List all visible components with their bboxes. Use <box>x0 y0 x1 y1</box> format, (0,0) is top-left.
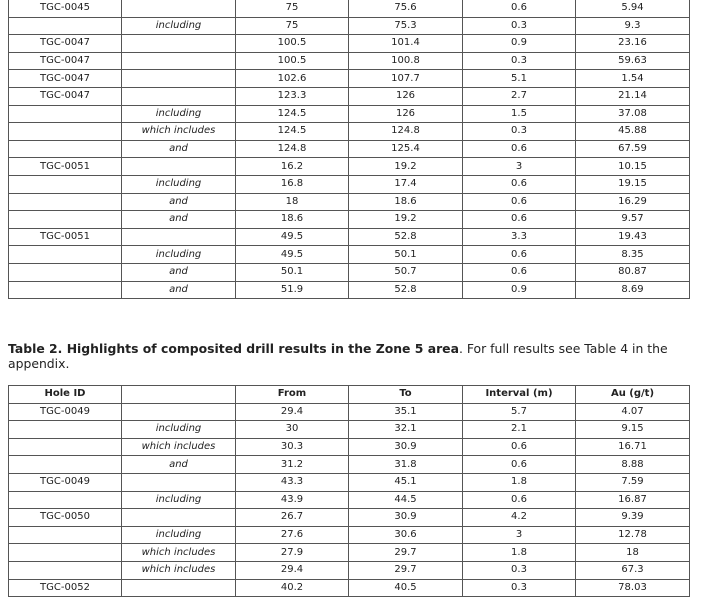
table-row <box>9 421 690 439</box>
hole-id-cell <box>9 526 122 544</box>
au-cell: 9.39 <box>576 509 690 527</box>
hole-id-cell: TGC-0047 <box>9 35 122 53</box>
table-row <box>9 52 690 70</box>
to-cell: 126 <box>349 105 463 123</box>
qualifier-cell <box>122 473 236 491</box>
interval-cell: 2.7 <box>463 87 576 105</box>
table-row <box>9 87 690 105</box>
to-cell: 32.1 <box>349 421 463 439</box>
interval-cell: 0.6 <box>463 438 576 456</box>
qualifier-cell: which includes <box>122 544 236 562</box>
qualifier-cell: and <box>122 281 236 299</box>
au-cell: 19.15 <box>576 175 690 193</box>
from-cell: 49.5 <box>236 228 349 246</box>
table-row <box>9 579 690 597</box>
interval-cell: 0.6 <box>463 211 576 229</box>
au-cell: 7.59 <box>576 473 690 491</box>
hole-id-cell: TGC-0050 <box>9 509 122 527</box>
from-cell: 31.2 <box>236 456 349 474</box>
interval-cell: 0.9 <box>463 35 576 53</box>
interval-cell: 1.8 <box>463 473 576 491</box>
qualifier-cell <box>122 70 236 88</box>
from-cell: 51.9 <box>236 281 349 299</box>
from-cell: 50.1 <box>236 263 349 281</box>
from-cell: 102.6 <box>236 70 349 88</box>
qualifier-cell <box>122 52 236 70</box>
to-cell: 31.8 <box>349 456 463 474</box>
hole-id-cell: TGC-0049 <box>9 403 122 421</box>
au-cell: 18 <box>576 544 690 562</box>
to-cell: 17.4 <box>349 175 463 193</box>
from-cell: 29.4 <box>236 403 349 421</box>
au-cell: 12.78 <box>576 526 690 544</box>
qualifier-cell: including <box>122 421 236 439</box>
hole-id-cell: TGC-0047 <box>9 70 122 88</box>
to-cell: 29.7 <box>349 544 463 562</box>
hole-id-cell <box>9 246 122 264</box>
hole-id-cell: TGC-0045 <box>9 0 122 17</box>
from-cell: 124.5 <box>236 105 349 123</box>
table-2-caption <box>8 341 698 371</box>
hole-id-cell <box>9 561 122 579</box>
qualifier-cell <box>122 158 236 176</box>
interval-cell: 0.3 <box>463 123 576 141</box>
to-cell: 45.1 <box>349 473 463 491</box>
interval-cell: 0.6 <box>463 175 576 193</box>
from-cell: 75 <box>236 0 349 17</box>
to-cell: 35.1 <box>349 403 463 421</box>
to-cell: 124.8 <box>349 123 463 141</box>
interval-cell: 0.3 <box>463 52 576 70</box>
table-row <box>9 211 690 229</box>
header-interval: Interval (m) <box>463 386 576 404</box>
from-cell: 29.4 <box>236 561 349 579</box>
from-cell: 124.5 <box>236 123 349 141</box>
to-cell: 44.5 <box>349 491 463 509</box>
table-row <box>9 158 690 176</box>
header-from: From <box>236 386 349 404</box>
from-cell: 43.9 <box>236 491 349 509</box>
table-row <box>9 281 690 299</box>
from-cell: 43.3 <box>236 473 349 491</box>
from-cell: 49.5 <box>236 246 349 264</box>
qualifier-cell: and <box>122 456 236 474</box>
hole-id-cell <box>9 105 122 123</box>
interval-cell: 3 <box>463 158 576 176</box>
from-cell: 18.6 <box>236 211 349 229</box>
results-table-1-body <box>9 0 690 299</box>
hole-id-cell: TGC-0052 <box>9 579 122 597</box>
au-cell: 4.07 <box>576 403 690 421</box>
au-cell: 9.3 <box>576 17 690 35</box>
qualifier-cell: and <box>122 140 236 158</box>
interval-cell: 0.6 <box>463 456 576 474</box>
interval-cell: 2.1 <box>463 421 576 439</box>
table-row <box>9 105 690 123</box>
results-table-2-body <box>9 403 690 597</box>
from-cell: 16.8 <box>236 175 349 193</box>
to-cell: 75.3 <box>349 17 463 35</box>
from-cell: 30 <box>236 421 349 439</box>
hole-id-cell <box>9 456 122 474</box>
qualifier-cell: which includes <box>122 123 236 141</box>
au-cell: 8.69 <box>576 281 690 299</box>
qualifier-cell: and <box>122 211 236 229</box>
to-cell: 107.7 <box>349 70 463 88</box>
qualifier-cell: and <box>122 193 236 211</box>
hole-id-cell <box>9 140 122 158</box>
to-cell: 75.6 <box>349 0 463 17</box>
interval-cell: 3.3 <box>463 228 576 246</box>
to-cell: 100.8 <box>349 52 463 70</box>
table-row <box>9 263 690 281</box>
qualifier-cell <box>122 403 236 421</box>
au-cell: 8.88 <box>576 456 690 474</box>
hole-id-cell <box>9 175 122 193</box>
to-cell: 40.5 <box>349 579 463 597</box>
qualifier-cell: which includes <box>122 561 236 579</box>
hole-id-cell <box>9 123 122 141</box>
au-cell: 5.94 <box>576 0 690 17</box>
to-cell: 50.1 <box>349 246 463 264</box>
interval-cell: 1.5 <box>463 105 576 123</box>
header-qualifier <box>122 386 236 404</box>
au-cell: 59.63 <box>576 52 690 70</box>
hole-id-cell: TGC-0047 <box>9 52 122 70</box>
table-row <box>9 0 690 17</box>
qualifier-cell: including <box>122 526 236 544</box>
au-cell: 8.35 <box>576 246 690 264</box>
au-cell: 78.03 <box>576 579 690 597</box>
header-to: To <box>349 386 463 404</box>
results-table-2-header <box>9 386 690 404</box>
from-cell: 27.6 <box>236 526 349 544</box>
to-cell: 125.4 <box>349 140 463 158</box>
to-cell: 50.7 <box>349 263 463 281</box>
hole-id-cell <box>9 17 122 35</box>
interval-cell: 0.6 <box>463 193 576 211</box>
table-row <box>9 70 690 88</box>
au-cell: 23.16 <box>576 35 690 53</box>
interval-cell: 0.3 <box>463 561 576 579</box>
interval-cell: 0.9 <box>463 281 576 299</box>
table-row <box>9 473 690 491</box>
table-row <box>9 246 690 264</box>
au-cell: 67.59 <box>576 140 690 158</box>
interval-cell: 0.6 <box>463 0 576 17</box>
table-row <box>9 544 690 562</box>
to-cell: 29.7 <box>349 561 463 579</box>
qualifier-cell <box>122 228 236 246</box>
from-cell: 123.3 <box>236 87 349 105</box>
table-row <box>9 438 690 456</box>
to-cell: 126 <box>349 87 463 105</box>
table-row <box>9 35 690 53</box>
au-cell: 16.29 <box>576 193 690 211</box>
hole-id-cell <box>9 281 122 299</box>
qualifier-cell: including <box>122 105 236 123</box>
table-row <box>9 526 690 544</box>
interval-cell: 4.2 <box>463 509 576 527</box>
to-cell: 18.6 <box>349 193 463 211</box>
table-row <box>9 123 690 141</box>
qualifier-cell <box>122 87 236 105</box>
qualifier-cell: including <box>122 175 236 193</box>
caption-note: . For full results see Table 4 in the appendix. <box>8 341 668 371</box>
table-row <box>9 193 690 211</box>
hole-id-cell: TGC-0047 <box>9 87 122 105</box>
interval-cell: 0.3 <box>463 17 576 35</box>
qualifier-cell <box>122 35 236 53</box>
hole-id-cell <box>9 438 122 456</box>
hole-id-cell <box>9 193 122 211</box>
hole-id-cell: TGC-0051 <box>9 158 122 176</box>
au-cell: 19.43 <box>576 228 690 246</box>
results-table-1 <box>8 0 690 299</box>
from-cell: 124.8 <box>236 140 349 158</box>
header-row <box>9 386 690 404</box>
to-cell: 19.2 <box>349 211 463 229</box>
hole-id-cell: TGC-0051 <box>9 228 122 246</box>
header-hole-id: Hole ID <box>9 386 122 404</box>
from-cell: 100.5 <box>236 35 349 53</box>
from-cell: 75 <box>236 17 349 35</box>
from-cell: 27.9 <box>236 544 349 562</box>
from-cell: 18 <box>236 193 349 211</box>
to-cell: 30.9 <box>349 509 463 527</box>
qualifier-cell: including <box>122 491 236 509</box>
caption-title: Table 2. Highlights of composited drill results in the Zone 5 area <box>8 341 459 356</box>
qualifier-cell: including <box>122 17 236 35</box>
table-row <box>9 509 690 527</box>
hole-id-cell <box>9 544 122 562</box>
table-row <box>9 561 690 579</box>
qualifier-cell <box>122 509 236 527</box>
to-cell: 19.2 <box>349 158 463 176</box>
hole-id-cell <box>9 211 122 229</box>
au-cell: 67.3 <box>576 561 690 579</box>
hole-id-cell <box>9 491 122 509</box>
au-cell: 16.87 <box>576 491 690 509</box>
au-cell: 1.54 <box>576 70 690 88</box>
to-cell: 101.4 <box>349 35 463 53</box>
hole-id-cell: TGC-0049 <box>9 473 122 491</box>
interval-cell: 0.6 <box>463 263 576 281</box>
table-row <box>9 456 690 474</box>
qualifier-cell <box>122 0 236 17</box>
to-cell: 30.9 <box>349 438 463 456</box>
interval-cell: 0.6 <box>463 140 576 158</box>
qualifier-cell: and <box>122 263 236 281</box>
qualifier-cell: including <box>122 246 236 264</box>
from-cell: 30.3 <box>236 438 349 456</box>
au-cell: 9.15 <box>576 421 690 439</box>
au-cell: 21.14 <box>576 87 690 105</box>
interval-cell: 0.6 <box>463 491 576 509</box>
header-au: Au (g/t) <box>576 386 690 404</box>
table-row <box>9 17 690 35</box>
from-cell: 26.7 <box>236 509 349 527</box>
hole-id-cell <box>9 421 122 439</box>
to-cell: 30.6 <box>349 526 463 544</box>
to-cell: 52.8 <box>349 281 463 299</box>
interval-cell: 5.1 <box>463 70 576 88</box>
interval-cell: 1.8 <box>463 544 576 562</box>
table-row <box>9 403 690 421</box>
interval-cell: 0.6 <box>463 246 576 264</box>
table-row <box>9 140 690 158</box>
au-cell: 9.57 <box>576 211 690 229</box>
au-cell: 80.87 <box>576 263 690 281</box>
from-cell: 16.2 <box>236 158 349 176</box>
qualifier-cell <box>122 579 236 597</box>
interval-cell: 3 <box>463 526 576 544</box>
au-cell: 45.88 <box>576 123 690 141</box>
to-cell: 52.8 <box>349 228 463 246</box>
results-table-2 <box>8 385 690 597</box>
interval-cell: 0.3 <box>463 579 576 597</box>
au-cell: 10.15 <box>576 158 690 176</box>
table-row <box>9 491 690 509</box>
from-cell: 40.2 <box>236 579 349 597</box>
interval-cell: 5.7 <box>463 403 576 421</box>
qualifier-cell: which includes <box>122 438 236 456</box>
table-row <box>9 228 690 246</box>
from-cell: 100.5 <box>236 52 349 70</box>
table-row <box>9 175 690 193</box>
au-cell: 16.71 <box>576 438 690 456</box>
hole-id-cell <box>9 263 122 281</box>
au-cell: 37.08 <box>576 105 690 123</box>
